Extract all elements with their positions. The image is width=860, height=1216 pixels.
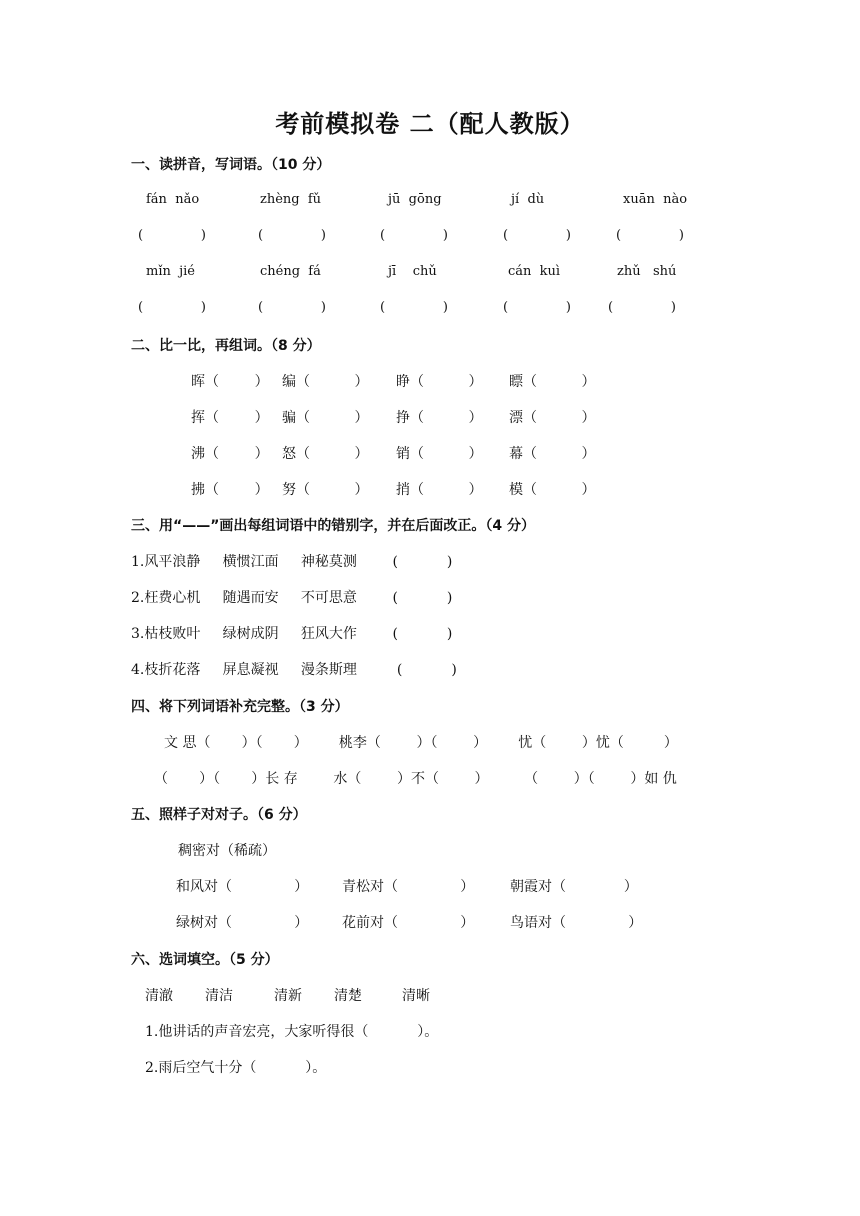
fill-question-1: 1.他讲话的声音宏亮，大家听得很（ ）。 (145, 1024, 439, 1040)
couplet-item: 青松对（ ） (342, 879, 475, 895)
fill-question-2: 2.雨后空气十分（ ）。 (145, 1060, 327, 1076)
pinyin-2: zhèng fǔ (260, 192, 322, 207)
couplet-item: 鸟语对（ ） (510, 915, 643, 931)
char-item: 挥（ ） (191, 410, 269, 426)
word-choice: 清澈 (145, 988, 173, 1004)
word-choice: 清楚 (334, 988, 362, 1004)
pinyin-5: xuān nào (623, 192, 688, 207)
char-item: 睁（ ） (396, 374, 483, 390)
pinyin-4: jí dù (511, 192, 545, 207)
word-choice: 清晰 (402, 988, 430, 1004)
pinyin-1: fán nǎo (146, 192, 200, 207)
pinyin-10: zhǔ shú (617, 264, 677, 279)
section-2-heading: 二、比一比，再组词。（8 分） (131, 338, 321, 354)
section-3-heading: 三、用“——”画出每组词语中的错别字，并在后面改正。（4 分） (131, 518, 536, 534)
answer-blank[interactable]: ( ) (380, 300, 448, 315)
answer-blank[interactable]: ( ) (380, 228, 448, 243)
char-item: 沸（ ） (191, 446, 269, 462)
couplet-example: 稠密对（稀疏） (178, 843, 276, 859)
char-item: 模（ ） (509, 482, 596, 498)
pinyin-9: cán kuì (508, 264, 561, 279)
couplet-item: 花前对（ ） (342, 915, 475, 931)
pinyin-3: jū gōng (388, 192, 442, 207)
section-5-heading: 五、照样子对对子。（6 分） (131, 807, 307, 823)
answer-blank[interactable]: ( ) (608, 300, 676, 315)
error-line-3: 3.枯枝败叶 绿树成阴 狂风大作 ( ) (131, 626, 453, 642)
idiom-line-2: （ ）（ ）长 存 水（ ）不（ ） （ ）（ ）如 仇 (154, 771, 677, 787)
char-item: 漂（ ） (509, 410, 596, 426)
char-item: 销（ ） (396, 446, 483, 462)
answer-blank[interactable]: ( ) (503, 300, 571, 315)
answer-blank[interactable]: ( ) (138, 300, 206, 315)
char-item: 挣（ ） (396, 410, 483, 426)
error-line-4: 4.枝折花落 屏息凝视 漫条斯理 ( ) (131, 662, 457, 678)
char-item: 骗（ ） (282, 410, 369, 426)
char-item: 晖（ ） (191, 374, 269, 390)
answer-blank[interactable]: ( ) (138, 228, 206, 243)
char-item: 拂（ ） (191, 482, 269, 498)
pinyin-8: jī chǔ (388, 264, 437, 279)
couplet-item: 朝霞对（ ） (510, 879, 638, 895)
couplet-item: 和风对（ ） (176, 879, 309, 895)
error-line-2: 2.枉费心机 随遇而安 不可思意 ( ) (131, 590, 453, 606)
char-item: 瞟（ ） (509, 374, 596, 390)
char-item: 努（ ） (282, 482, 369, 498)
error-line-1: 1.风平浪静 横惯江面 神秘莫测 ( ) (131, 554, 453, 570)
char-item: 编（ ） (282, 374, 369, 390)
char-item: 幕（ ） (509, 446, 596, 462)
section-6-heading: 六、选词填空。（5 分） (131, 952, 279, 968)
pinyin-7: chéng fá (260, 264, 321, 279)
answer-blank[interactable]: ( ) (503, 228, 571, 243)
char-item: 捎（ ） (396, 482, 483, 498)
section-4-heading: 四、将下列词语补充完整。（3 分） (131, 699, 349, 715)
word-choice: 清洁 (205, 988, 233, 1004)
answer-blank[interactable]: ( ) (258, 228, 326, 243)
answer-blank[interactable]: ( ) (258, 300, 326, 315)
idiom-line-1: 文 思（ ）（ ） 桃李（ ）（ ） 忧（ ）忧（ ） (164, 735, 678, 751)
word-choice: 清新 (274, 988, 302, 1004)
couplet-item: 绿树对（ ） (176, 915, 309, 931)
page-title: 考前模拟卷 二（配人教版） (275, 110, 585, 138)
char-item: 怒（ ） (282, 446, 369, 462)
pinyin-6: mǐn jié (146, 264, 196, 279)
section-1-heading: 一、读拼音，写词语。（10 分） (131, 157, 331, 173)
answer-blank[interactable]: ( ) (616, 228, 684, 243)
